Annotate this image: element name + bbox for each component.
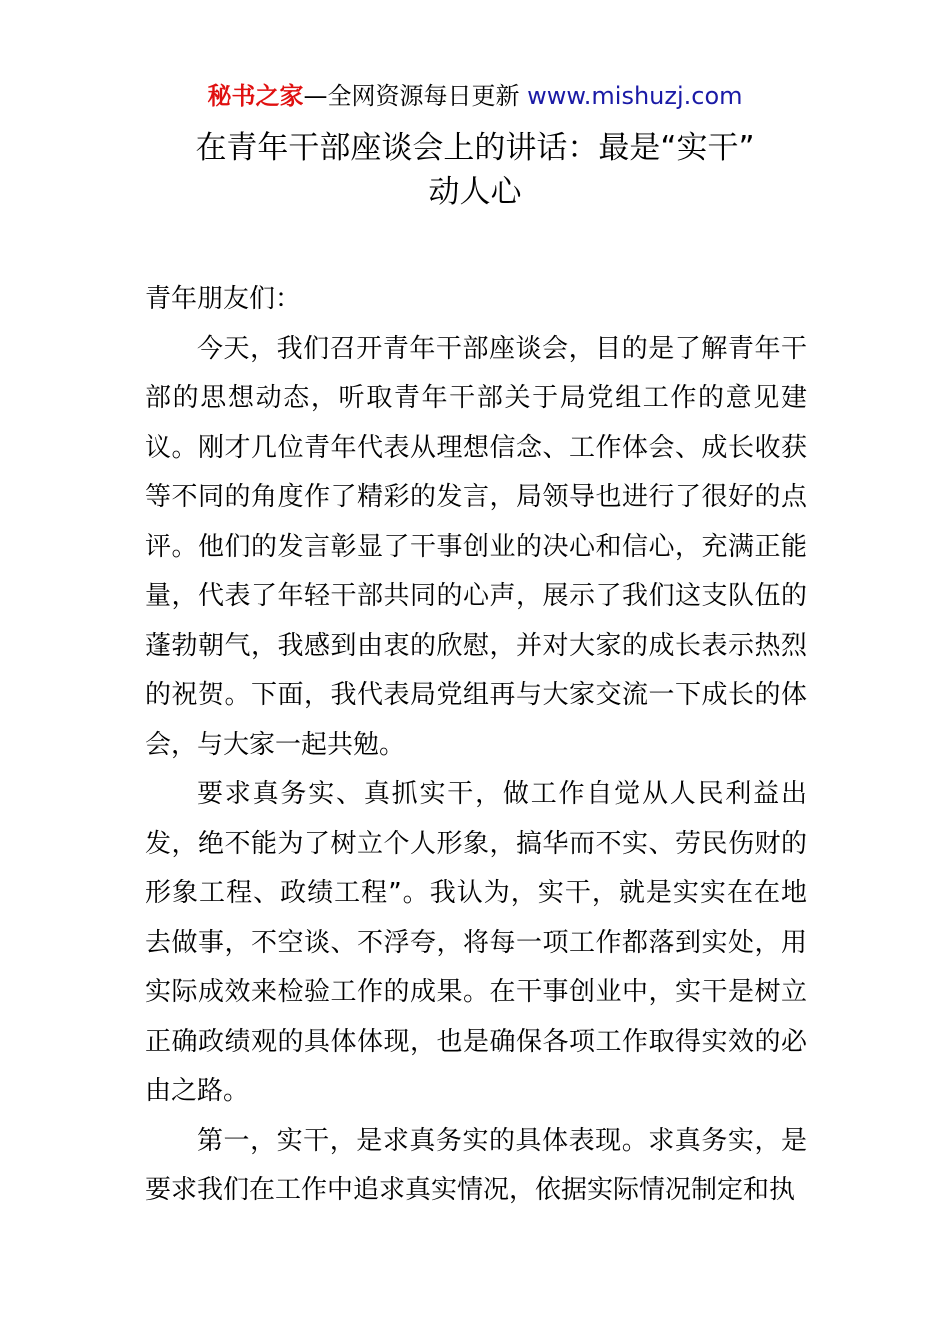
document-title bbox=[0, 126, 950, 214]
site-brand: 秘书之家 bbox=[207, 82, 304, 110]
document-title-line-1: 在青年干部座谈会上的讲话：最是“实干” bbox=[195, 130, 755, 166]
site-header bbox=[0, 80, 950, 112]
paragraph-3: 第一，实干，是求真务实的具体表现。求真务实，是要求我们在工作中追求真实情况，依据实际情况制定和执 bbox=[145, 1125, 807, 1205]
paragraph-1: 今天，我们召开青年干部座谈会，目的是了解青年干部的思想动态，听取青年干部关于局党组工作的意见建议。刚才几位青年代表从理想信念、工作体会、成长收获等不同的角度作了精彩的发言，局领导也进行了很好的点评。他们的发言彰显了干事创业的决心和信心，充满正能量，代表了年轻干部共同的心声，展示了我们这支队伍的蓬勃朝气，我感到由衷的欣慰，并对大家的成长表示热烈的祝贺。下面，我代表局党组再与大家交流一下成长的体会，与大家一起共勉。 bbox=[145, 333, 807, 760]
site-slogan: —全网资源每日更新 bbox=[303, 82, 528, 110]
document-body bbox=[145, 275, 807, 1216]
salutation: 青年朋友们： bbox=[145, 284, 302, 314]
document-title-line-2: 动人心 bbox=[428, 174, 522, 210]
paragraph-2: 要求真务实、真抓实干，做工作自觉从人民利益出发，绝不能为了树立个人形象，搞华而不实、劳民伤财的形象工程、政绩工程”。我认为，实干，就是实实在在地去做事，不空谈、不浮夸，将每一项工作都落到实处，用实际成效来检验工作的成果。在干事创业中，实干是树立正确政绩观的具体体现，也是确保各项工作取得实效的必由之路。 bbox=[145, 779, 807, 1106]
site-url-link[interactable]: www.mishuzj.com bbox=[527, 82, 743, 110]
